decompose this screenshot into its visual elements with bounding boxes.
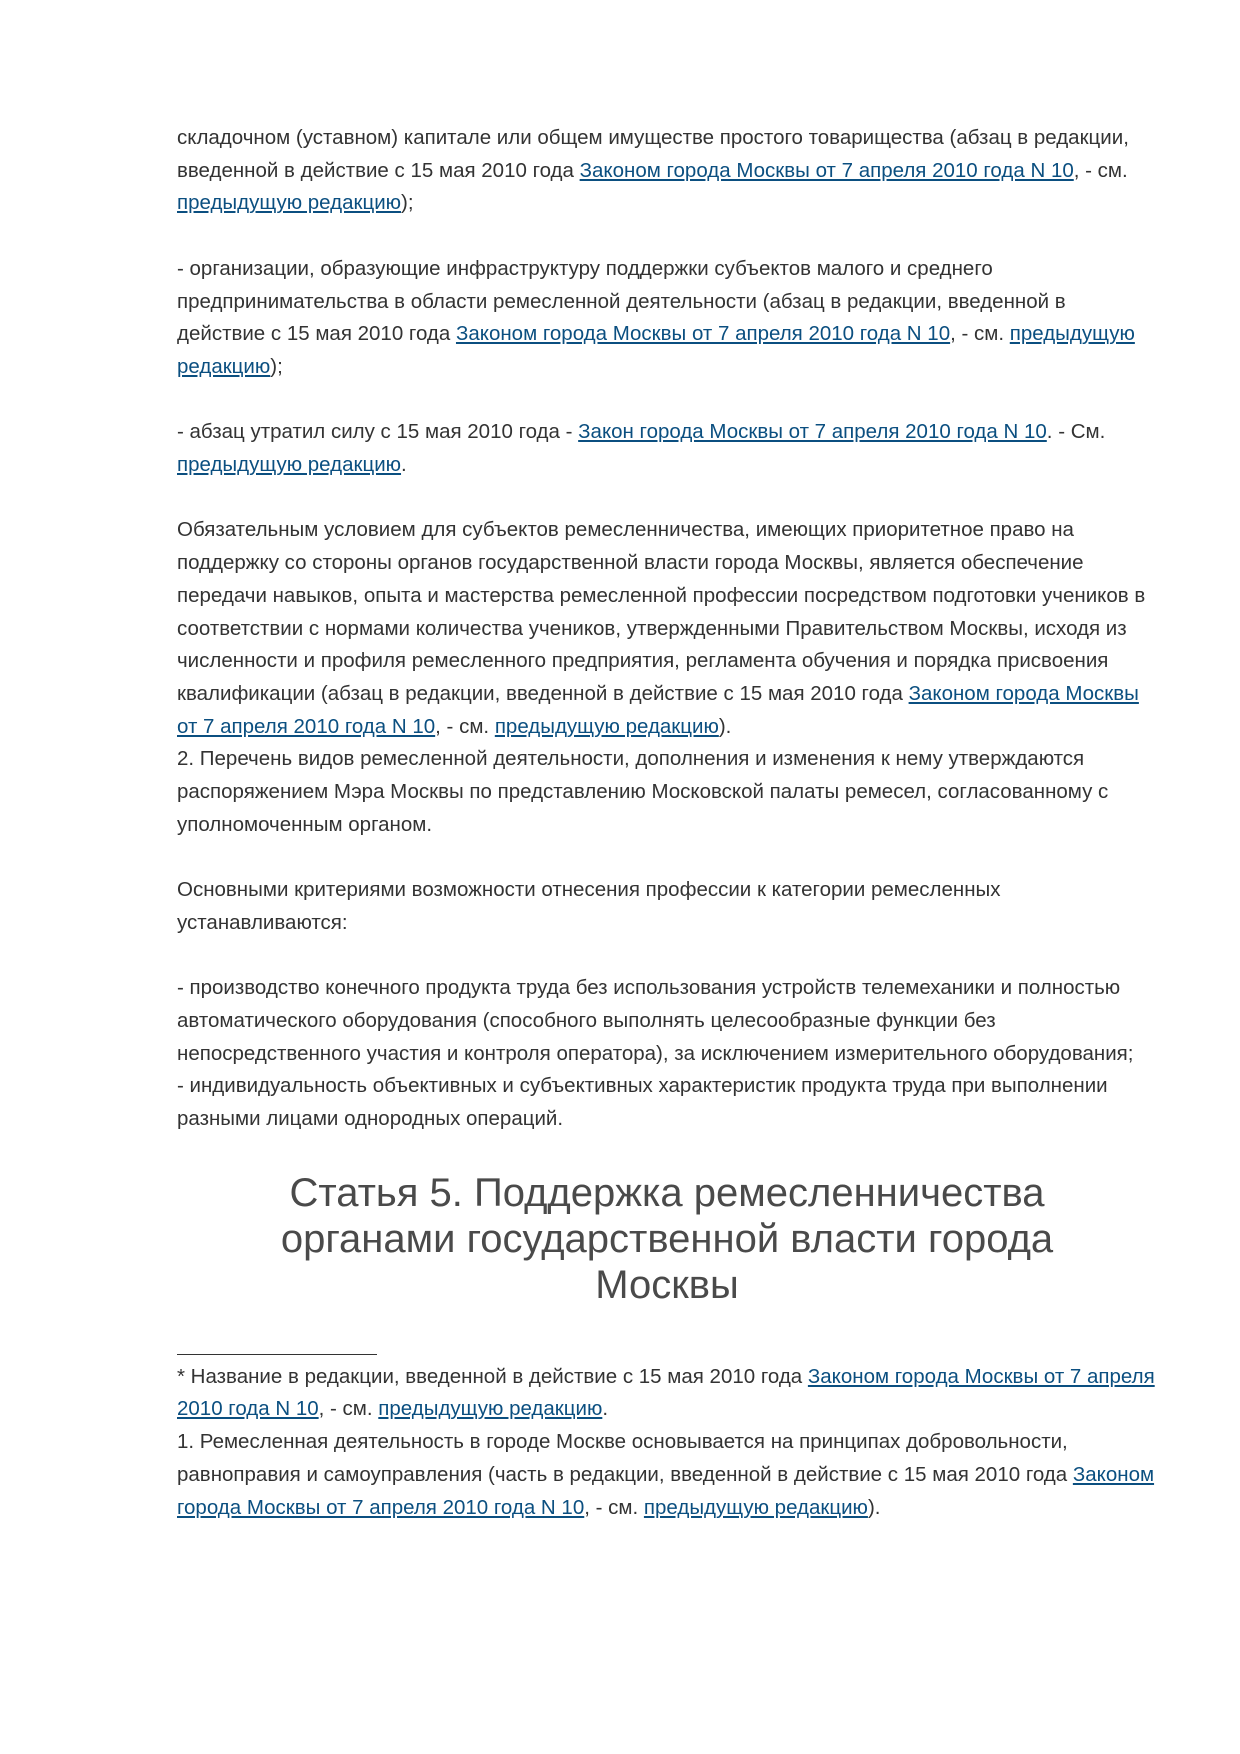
previous-edition-link[interactable]: предыдущую редакцию [494, 714, 719, 738]
paragraph-infrastructure [177, 253, 1157, 384]
paragraph-list-of-activities: 2. Перечень видов ремесленной деятельности, дополнения и изменения к нему утверждаются распоряжением Мэра Москвы по представлению Московской палаты ремесел, согласованному с уполномоченным органом. [177, 747, 1109, 836]
footnote-text: * Название в редакции, введенной в действие с 15 мая 2010 года [177, 1364, 808, 1388]
paragraph-text: . - См. [1046, 420, 1106, 444]
previous-edition-link[interactable]: предыдущую редакцию [378, 1397, 603, 1421]
paragraph-text: ); [270, 354, 283, 378]
previous-edition-link[interactable]: предыдущую редакцию [177, 453, 402, 476]
paragraph-text: 1. Ремесленная деятельность в городе Москве основывается на принципах добровольности, равноправия и самоуправления (часть в редакции, введенной в действие с 15 мая 2010 года [177, 1430, 1073, 1486]
paragraph-criterion-production: - производство конечного продукта труда без использования устройств телемеханики и полностью автоматического оборудования (способного выполнять целесообразные функции без непосредственного участия и контроля оператора), за исключением измерительного оборудования; [177, 976, 1134, 1065]
spacer [177, 384, 1157, 417]
paragraph-text: , - см. [435, 714, 495, 738]
spacer [177, 841, 1157, 874]
law-link[interactable]: Законом города Москвы от 7 апреля 2010 года N 10 [579, 158, 1074, 182]
paragraph-text: - организации, образующие инфраструктуру поддержки субъектов малого и среднего предпринимательства в области ремесленной деятельности (абзац в редакции, введенной в действие с 15 мая 2010 года [177, 256, 1066, 346]
paragraph-text: . [401, 453, 407, 476]
footnote [177, 1361, 1157, 1426]
footnote-divider [177, 1354, 377, 1355]
document-page [177, 122, 1157, 1524]
paragraph-repealed [177, 416, 1157, 481]
paragraph-text: , - см. [1073, 158, 1128, 182]
paragraph-criteria: Основными критериями возможности отнесения профессии к категории ремесленных устанавливаются: [177, 878, 1001, 934]
article-heading: Статья 5. Поддержка ремесленничества органами государственной власти города Москвы [280, 1170, 1054, 1307]
previous-edition-link[interactable]: предыдущую редакцию [643, 1495, 868, 1519]
law-link[interactable]: Законом города Москвы от 7 апреля 2010 года N 10 [177, 1364, 1155, 1421]
previous-edition-link[interactable]: предыдущую редакцию [177, 322, 1135, 378]
paragraph-text: ). [718, 714, 732, 738]
law-link[interactable]: Законом города Москвы от 7 апреля 2010 года N 10 [455, 322, 951, 346]
paragraph-text: Обязательным условием для субъектов ремесленничества, имеющих приоритетное право на поддержку со стороны органов государственной власти города Москвы, является обеспечение передачи навыков, опыта и мастерства ремесленной профессии посредством подготовки учеников в соответствии с нормами количества учеников, утвержденными Правительством Москвы, исходя из численности и профиля ремесленного предприятия, регламента обучения и порядка присвоения квалификации (абзац в редакции, введенной в действие с 15 мая 2010 года [177, 518, 1146, 705]
paragraph-principles [177, 1426, 1157, 1524]
paragraph-text: , - см. [950, 322, 1010, 346]
paragraph-criterion-individuality: - индивидуальность объективных и субъективных характеристик продукта труда при выполнении разными лицами однородных операций. [177, 1074, 1108, 1131]
footnote-text: , - см. [318, 1397, 379, 1421]
spacer [177, 482, 1157, 515]
paragraph-text: , - см. [584, 1495, 644, 1519]
law-link[interactable]: Законом города Москвы от 7 апреля 2010 года N 10 [177, 681, 1139, 738]
paragraph-text: складочном (уставном) капитале или общем имуществе простого товарищества (абзац в редакции, введенной в действие с 15 мая 2010 года [177, 126, 1129, 182]
spacer [177, 940, 1157, 973]
law-link[interactable]: Законом города Москвы от 7 апреля 2010 года N 10 [177, 1462, 1155, 1519]
paragraph-capital [177, 122, 1157, 220]
paragraph-text: - абзац утратил силу с 15 мая 2010 года - [177, 420, 579, 444]
previous-edition-link[interactable]: предыдущую редакцию [177, 191, 402, 215]
paragraph-text: ). [867, 1495, 881, 1519]
footnote-text: . [602, 1397, 609, 1421]
paragraph-mandatory-condition [177, 514, 1157, 743]
spacer [177, 220, 1157, 253]
law-link[interactable]: Закон города Москвы от 7 апреля 2010 года N 10 [578, 420, 1047, 444]
paragraph-text: ); [401, 191, 414, 215]
